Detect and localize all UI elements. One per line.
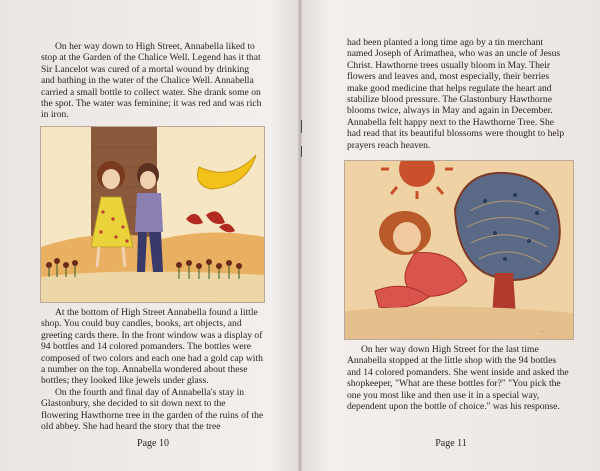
left-paragraph-2: At the bottom of High Street Annabella found a little shop. You could buy candles, books, art objects, and greeting cards there. In the front window was a display of 94 bottles and 14 colored pomanders. The bottles were composed of two colors and each one had a gold cap with a number on the top. Annabella wondered about these bottles; they looked like jewels under glass. <box>41 307 263 387</box>
chalice-well-illustration <box>40 126 265 303</box>
page-number-right: Page 11 <box>435 438 467 449</box>
man-shirt <box>135 193 163 232</box>
right-paragraph-2: On her way down High Street for the last time Annabella stopped at the little shop with the 94 bottles and 14 colored pomanders. She went inside and asked the shopkeeper, "What are these bottles for?" "You pick the one you most like and then use it in a special way, dependent upon the bottle of choice." was his response. <box>347 344 569 413</box>
left-paragraph-3: On the fourth and final day of Annabella's stay in Glastonbury, she decided to sit down next to the flowering Hawthorne tree in the garden of the ruins of the old abbey. She had heard the story that the tree <box>41 387 264 433</box>
left-paragraph-1: On her way down to High Street, Annabella liked to stop at the Garden of the Chalice Well. Legend has it that Sir Lancelot was cured of a mortal wound by drinking and bathing in the water of the Chalice Well. Annabella carried a small bottle to collect water. She drank some on the spot. The water was feminine; it was red and was rich in iron. <box>41 41 262 121</box>
right-page <box>300 0 600 471</box>
artist-signature: ∼ <box>541 329 545 334</box>
hawthorne-tree-illustration <box>344 160 574 340</box>
hawthorne-tree-drawing <box>345 161 573 339</box>
chalice-well-drawing <box>41 127 264 302</box>
right-paragraph-1: had been planted a long time ago by a tin merchant named Joseph of Arimathea, who was an uncle of Jesus Christ. Hawthorne trees usually bloom in May. Their flowers and leaves and, most especially, their berries make good medicine that helps regulate the heart and stabilize blood pressure. The Glastonbury Hawthorne blooms twice, always in May and again in December. Annabella felt happy next to the Hawthorne Tree. She had read that its beautiful blossoms were thought to help prayers reach heaven. <box>347 37 565 151</box>
page-number-left: Page 10 <box>137 438 169 449</box>
